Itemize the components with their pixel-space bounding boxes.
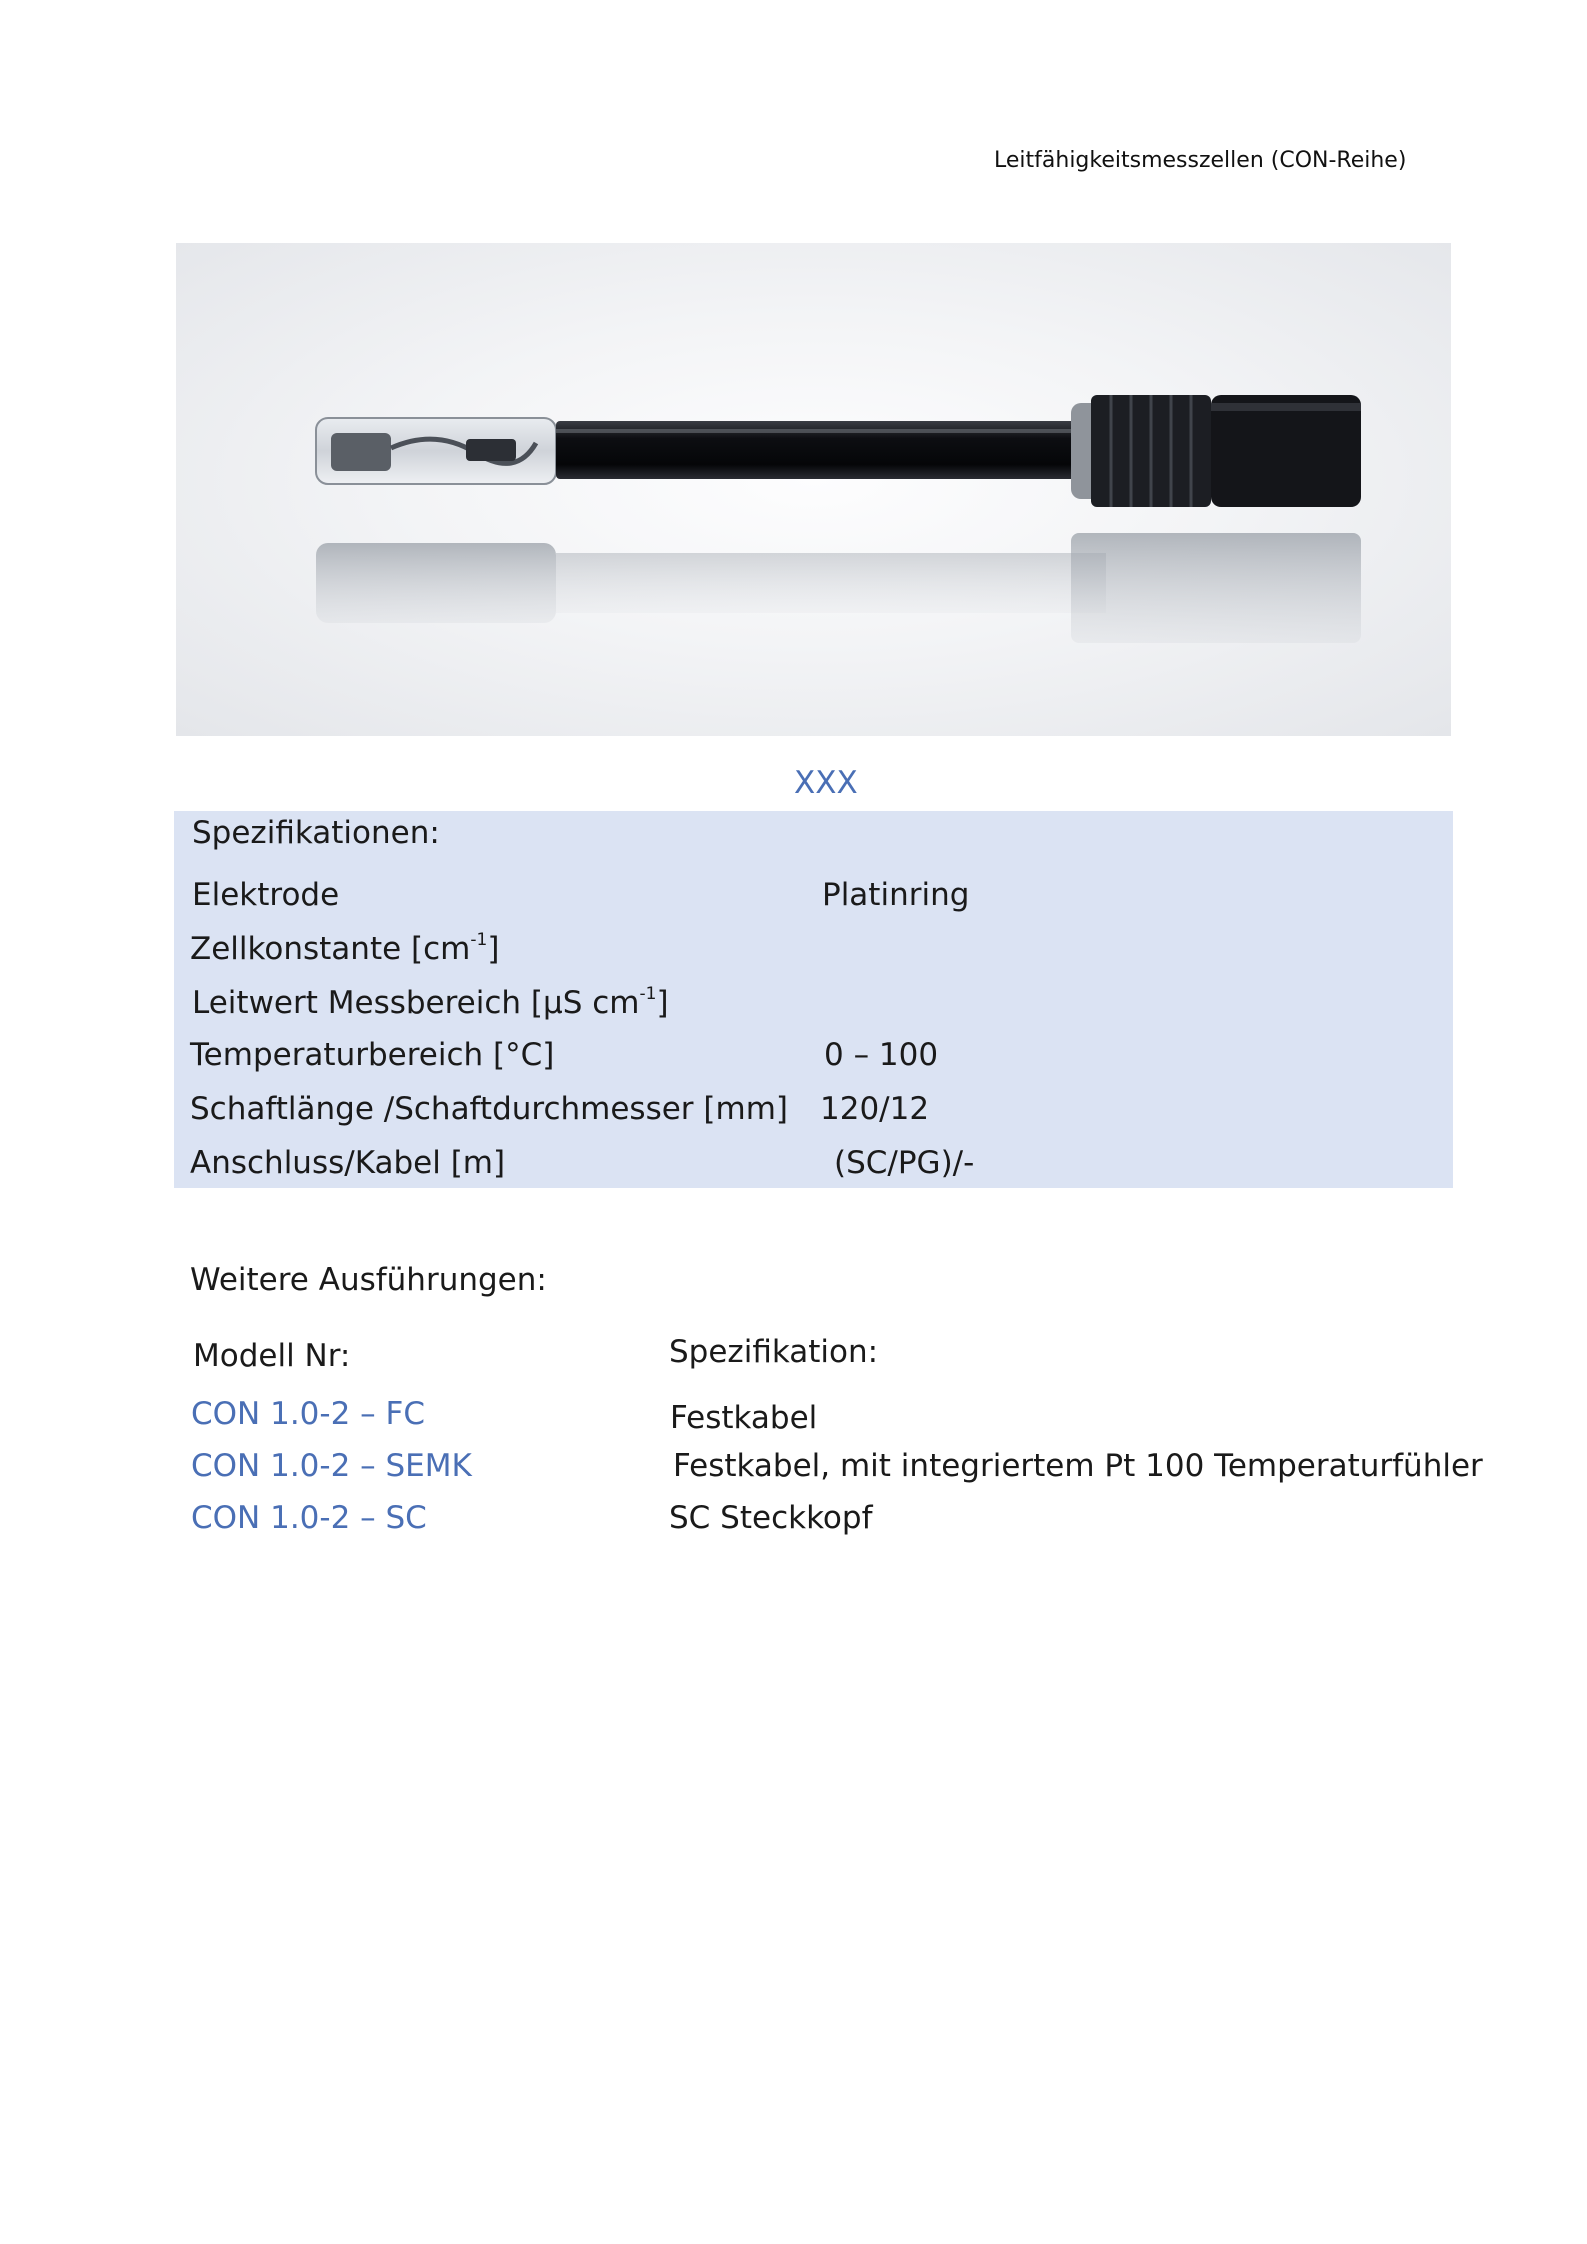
spec-value-connection-cable: (SC/PG)/- bbox=[834, 1145, 975, 1181]
variants-model-header: Modell Nr: bbox=[193, 1338, 351, 1374]
variants-title: Weitere Ausführungen: bbox=[190, 1262, 547, 1298]
variant-spec-sc: SC Steckkopf bbox=[669, 1500, 873, 1536]
spec-label-conductance-range: Leitwert Messbereich [µS $cm^{-1}$] bbox=[192, 984, 669, 1021]
product-photo bbox=[176, 243, 1451, 736]
spec-label-shaft-dimensions: Schaftlänge /Schaftdurchmesser [mm] bbox=[190, 1091, 788, 1127]
page-header-title: Leitfähigkeitsmesszellen (CON-Reihe) bbox=[994, 148, 1407, 173]
variants-spec-header: Spezifikation: bbox=[669, 1334, 879, 1370]
specifications-box bbox=[174, 811, 1453, 1188]
variant-model-fc: CON 1.0-2 – FC bbox=[191, 1396, 425, 1432]
spec-value-electrode: Platinring bbox=[822, 877, 970, 913]
image-caption: XXX bbox=[794, 765, 858, 801]
spec-label-cell-constant: Zellkonstante $[cm^{-1}]$ bbox=[190, 930, 500, 967]
variant-spec-semk: Festkabel, mit integriertem Pt 100 Temperaturfühler bbox=[673, 1448, 1483, 1484]
variant-model-semk: CON 1.0-2 – SEMK bbox=[191, 1448, 472, 1484]
spec-label-temperature-range: Temperaturbereich [°C] bbox=[190, 1037, 555, 1073]
variant-spec-fc: Festkabel bbox=[670, 1400, 818, 1436]
specifications-title: Spezifikationen: bbox=[192, 815, 440, 851]
conductivity-probe-photo-icon bbox=[176, 243, 1451, 736]
spec-label-electrode: Elektrode bbox=[192, 877, 340, 913]
variant-model-sc: CON 1.0-2 – SC bbox=[191, 1500, 427, 1536]
spec-label-connection-cable: Anschluss/Kabel [m] bbox=[190, 1145, 506, 1181]
spec-value-shaft-dimensions: 120/12 bbox=[820, 1091, 930, 1127]
spec-value-temperature-range: 0 – 100 bbox=[824, 1037, 939, 1073]
